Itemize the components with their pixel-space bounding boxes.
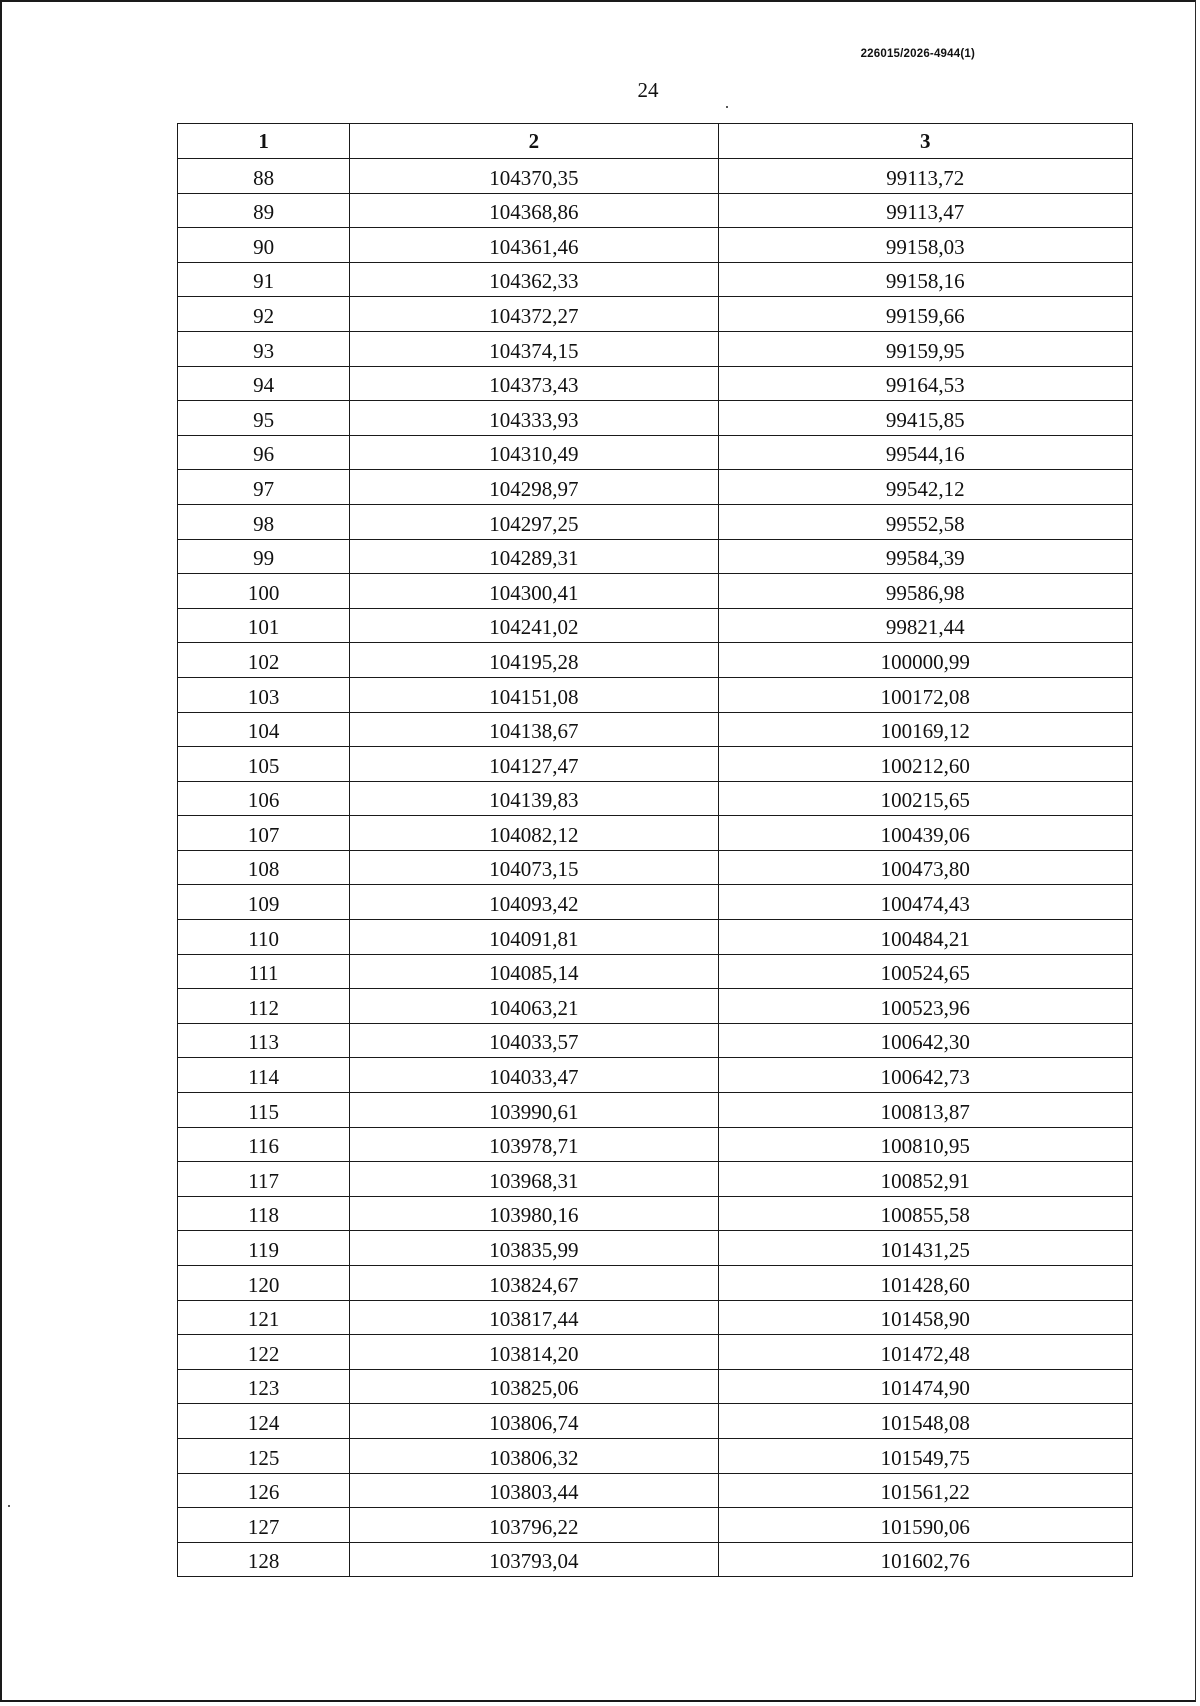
cell-value: 104195,28 <box>489 649 579 674</box>
y-coordinate-cell <box>718 1093 1132 1128</box>
x-coordinate-cell <box>350 1300 718 1335</box>
x-coordinate-cell <box>350 504 718 539</box>
x-coordinate-cell <box>350 850 718 885</box>
y-coordinate-cell <box>718 1542 1132 1577</box>
cell-value: 100439,06 <box>880 822 970 847</box>
cell-value: 104297,25 <box>489 511 579 536</box>
y-coordinate-cell <box>718 989 1132 1024</box>
cell-value: 99158,16 <box>885 269 965 294</box>
y-coordinate-cell <box>718 1369 1132 1404</box>
point-number-cell <box>178 1058 350 1093</box>
y-coordinate-cell <box>718 781 1132 816</box>
cell-value: 126 <box>247 1480 280 1505</box>
x-coordinate-cell <box>350 1542 718 1577</box>
x-coordinate-cell <box>350 989 718 1024</box>
cell-value: 88 <box>253 165 275 190</box>
point-number-cell <box>178 297 350 332</box>
x-coordinate-cell <box>350 781 718 816</box>
cell-value: 104310,49 <box>489 442 579 467</box>
cell-value: 128 <box>247 1549 280 1574</box>
point-number-cell <box>178 1127 350 1162</box>
point-number-cell <box>178 539 350 574</box>
point-number-cell <box>178 677 350 712</box>
x-coordinate-cell <box>350 1266 718 1301</box>
x-coordinate-cell <box>350 1196 718 1231</box>
cell-value: 106 <box>247 788 280 813</box>
point-number-cell <box>178 1093 350 1128</box>
cell-value: 104138,67 <box>489 719 579 744</box>
header-row <box>178 124 1133 159</box>
cell-value: 101 <box>247 615 280 640</box>
cell-value: 101431,25 <box>880 1238 970 1262</box>
table-row <box>178 989 1133 1024</box>
cell-value: 111 <box>248 961 279 986</box>
cell-value: 104091,81 <box>489 926 579 951</box>
point-number-cell <box>178 1508 350 1543</box>
y-coordinate-cell <box>718 1404 1132 1439</box>
cell-value: 99415,85 <box>885 407 965 432</box>
point-number-cell <box>178 643 350 678</box>
y-coordinate-cell <box>718 1162 1132 1197</box>
cell-value: 99159,66 <box>885 303 965 328</box>
x-coordinate-cell <box>350 262 718 297</box>
x-coordinate-cell <box>350 677 718 712</box>
cell-value: 103806,74 <box>489 1410 579 1435</box>
x-coordinate-cell <box>350 1093 718 1128</box>
table-row <box>178 1231 1133 1266</box>
point-number-cell <box>178 1473 350 1508</box>
table-row <box>178 1266 1133 1301</box>
cell-value: 109 <box>247 892 280 917</box>
cell-value: 118 <box>248 1203 279 1228</box>
table-row <box>178 504 1133 539</box>
table-row <box>178 1127 1133 1162</box>
cell-value: 121 <box>247 1307 280 1332</box>
point-number-cell <box>178 1231 350 1266</box>
cell-value: 103968,31 <box>489 1168 579 1193</box>
x-coordinate-cell <box>350 1473 718 1508</box>
table-row <box>178 1023 1133 1058</box>
cell-value: 104093,42 <box>489 892 579 917</box>
x-coordinate-cell <box>350 1127 718 1162</box>
x-coordinate-cell <box>350 1335 718 1370</box>
x-coordinate-cell <box>350 954 718 989</box>
scan-speck <box>726 106 728 108</box>
table-row <box>178 816 1133 851</box>
cell-value: 104241,02 <box>489 615 579 640</box>
x-coordinate-cell <box>350 159 718 194</box>
table-row <box>178 331 1133 366</box>
x-coordinate-cell <box>350 1162 718 1197</box>
table-row <box>178 470 1133 505</box>
point-number-cell <box>178 1404 350 1439</box>
x-coordinate-cell <box>350 1231 718 1266</box>
y-coordinate-cell <box>718 401 1132 436</box>
cell-value: 103793,04 <box>489 1549 579 1574</box>
x-coordinate-cell <box>350 331 718 366</box>
x-coordinate-cell <box>350 435 718 470</box>
cell-value: 100524,65 <box>880 961 970 986</box>
y-coordinate-cell <box>718 1058 1132 1093</box>
table-row <box>178 1093 1133 1128</box>
cell-value: 104127,47 <box>489 753 579 778</box>
y-coordinate-cell <box>718 366 1132 401</box>
table-row <box>178 677 1133 712</box>
point-number-cell <box>178 1023 350 1058</box>
cell-value: 99542,12 <box>885 476 965 501</box>
x-coordinate-cell <box>350 1404 718 1439</box>
cell-value: 99164,53 <box>885 373 965 398</box>
table-row <box>178 1542 1133 1577</box>
cell-value: 104361,46 <box>489 234 579 259</box>
point-number-cell <box>178 262 350 297</box>
y-coordinate-cell <box>718 331 1132 366</box>
point-number-cell <box>178 608 350 643</box>
cell-value: 117 <box>248 1168 279 1193</box>
cell-value: 100172,08 <box>880 684 970 709</box>
cell-value: 99158,03 <box>885 234 965 259</box>
table-row <box>178 1162 1133 1197</box>
point-number-cell <box>178 1542 350 1577</box>
point-number-cell <box>178 920 350 955</box>
cell-value: 100473,80 <box>880 857 970 882</box>
y-coordinate-cell <box>718 193 1132 228</box>
cell-value: 122 <box>247 1341 280 1366</box>
cell-value: 103978,71 <box>489 1134 579 1159</box>
cell-value: 100642,73 <box>880 1065 970 1090</box>
cell-value: 101428,60 <box>880 1272 970 1297</box>
x-coordinate-cell <box>350 401 718 436</box>
point-number-cell <box>178 401 350 436</box>
cell-value: 89 <box>253 200 275 225</box>
y-coordinate-cell <box>718 816 1132 851</box>
x-coordinate-cell <box>350 885 718 920</box>
point-number-cell <box>178 574 350 609</box>
y-coordinate-cell <box>718 435 1132 470</box>
cell-value: 97 <box>253 476 275 501</box>
cell-value: 104368,86 <box>489 200 579 225</box>
cell-value: 104374,15 <box>489 338 579 363</box>
table-row <box>178 574 1133 609</box>
cell-value: 114 <box>248 1065 279 1090</box>
coordinates-table <box>177 123 1133 1577</box>
y-coordinate-cell <box>718 608 1132 643</box>
cell-value: 104372,27 <box>489 303 579 328</box>
point-number-cell <box>178 885 350 920</box>
point-number-cell <box>178 435 350 470</box>
y-coordinate-cell <box>718 1127 1132 1162</box>
y-coordinate-cell <box>718 677 1132 712</box>
cell-value: 107 <box>247 822 280 847</box>
cell-value: 125 <box>247 1445 280 1470</box>
point-number-cell <box>178 470 350 505</box>
cell-value: 99584,39 <box>885 546 965 571</box>
x-coordinate-cell <box>350 712 718 747</box>
cell-value: 103817,44 <box>489 1307 579 1332</box>
y-coordinate-cell <box>718 1335 1132 1370</box>
cell-value: 100855,58 <box>880 1203 970 1228</box>
cell-value: 104033,47 <box>489 1065 579 1090</box>
cell-value: 99586,98 <box>885 580 965 605</box>
table-row <box>178 954 1133 989</box>
x-coordinate-cell <box>350 816 718 851</box>
point-number-cell <box>178 1369 350 1404</box>
y-coordinate-cell <box>718 1473 1132 1508</box>
column-header: 1 <box>178 124 350 159</box>
x-coordinate-cell <box>350 1508 718 1543</box>
x-coordinate-cell <box>350 470 718 505</box>
cell-value: 103814,20 <box>489 1341 579 1366</box>
cell-value: 101458,90 <box>880 1307 970 1332</box>
cell-value: 100 <box>247 580 280 605</box>
cell-value: 103803,44 <box>489 1480 579 1505</box>
cell-value: 100813,87 <box>880 1099 970 1124</box>
cell-value: 100000,99 <box>880 649 970 674</box>
cell-value: 103980,16 <box>489 1203 579 1228</box>
cell-value: 100215,65 <box>880 788 970 813</box>
x-coordinate-cell <box>350 1438 718 1473</box>
table-row <box>178 1508 1133 1543</box>
x-coordinate-cell <box>350 1058 718 1093</box>
point-number-cell <box>178 816 350 851</box>
x-coordinate-cell <box>350 608 718 643</box>
x-coordinate-cell <box>350 366 718 401</box>
y-coordinate-cell <box>718 574 1132 609</box>
point-number-cell <box>178 331 350 366</box>
cell-value: 93 <box>253 338 275 363</box>
column-header: 3 <box>718 124 1132 159</box>
y-coordinate-cell <box>718 1231 1132 1266</box>
cell-value: 100169,12 <box>880 719 970 744</box>
point-number-cell <box>178 954 350 989</box>
cell-value: 100852,91 <box>880 1168 970 1193</box>
point-number-cell <box>178 193 350 228</box>
y-coordinate-cell <box>718 539 1132 574</box>
table-body <box>178 159 1133 1577</box>
cell-value: 101602,76 <box>880 1549 970 1574</box>
cell-value: 104362,33 <box>489 269 579 294</box>
y-coordinate-cell <box>718 159 1132 194</box>
cell-value: 104289,31 <box>489 546 579 571</box>
x-coordinate-cell <box>350 228 718 263</box>
cell-value: 101548,08 <box>880 1410 970 1435</box>
table-row <box>178 920 1133 955</box>
point-number-cell <box>178 712 350 747</box>
cell-value: 104151,08 <box>489 684 579 709</box>
y-coordinate-cell <box>718 228 1132 263</box>
x-coordinate-cell <box>350 643 718 678</box>
y-coordinate-cell <box>718 920 1132 955</box>
cell-value: 124 <box>247 1410 280 1435</box>
cell-value: 102 <box>247 649 280 674</box>
cell-value: 99113,47 <box>886 200 965 225</box>
x-coordinate-cell <box>350 747 718 782</box>
table-row <box>178 1058 1133 1093</box>
cell-value: 116 <box>248 1134 279 1159</box>
cell-value: 100474,43 <box>880 892 970 917</box>
point-number-cell <box>178 228 350 263</box>
cell-value: 104370,35 <box>489 165 579 190</box>
cell-value: 103806,32 <box>489 1445 579 1470</box>
cell-value: 113 <box>248 1030 279 1055</box>
x-coordinate-cell <box>350 539 718 574</box>
cell-value: 110 <box>248 926 279 951</box>
scan-speck <box>8 1505 10 1507</box>
column-header: 2 <box>350 124 718 159</box>
y-coordinate-cell <box>718 885 1132 920</box>
cell-value: 103796,22 <box>489 1514 579 1539</box>
cell-value: 104373,43 <box>489 373 579 398</box>
table-row <box>178 747 1133 782</box>
point-number-cell <box>178 989 350 1024</box>
table-header <box>178 124 1133 159</box>
table-row <box>178 885 1133 920</box>
cell-value: 100484,21 <box>880 926 970 951</box>
y-coordinate-cell <box>718 712 1132 747</box>
y-coordinate-cell <box>718 1508 1132 1543</box>
cell-value: 104063,21 <box>489 995 579 1020</box>
y-coordinate-cell <box>718 643 1132 678</box>
cell-value: 127 <box>247 1514 280 1539</box>
y-coordinate-cell <box>718 850 1132 885</box>
point-number-cell <box>178 1438 350 1473</box>
cell-value: 104300,41 <box>489 580 579 605</box>
cell-value: 104298,97 <box>489 476 579 501</box>
y-coordinate-cell <box>718 747 1132 782</box>
point-number-cell <box>178 781 350 816</box>
cell-value: 90 <box>253 234 275 259</box>
cell-value: 101549,75 <box>880 1445 970 1470</box>
table-row <box>178 539 1133 574</box>
y-coordinate-cell <box>718 1438 1132 1473</box>
cell-value: 98 <box>253 511 275 536</box>
point-number-cell <box>178 159 350 194</box>
table-row <box>178 1438 1133 1473</box>
cell-value: 103824,67 <box>489 1272 579 1297</box>
page-number: 24 <box>637 78 659 102</box>
cell-value: 99821,44 <box>885 615 965 640</box>
cell-value: 103825,06 <box>489 1376 579 1401</box>
table-row <box>178 608 1133 643</box>
cell-value: 100642,30 <box>880 1030 970 1055</box>
cell-value: 101561,22 <box>880 1480 970 1505</box>
y-coordinate-cell <box>718 1300 1132 1335</box>
x-coordinate-cell <box>350 297 718 332</box>
table-row <box>178 1300 1133 1335</box>
document-id: 226015/2026-4944(1) <box>860 48 975 60</box>
y-coordinate-cell <box>718 1023 1132 1058</box>
table-row <box>178 1196 1133 1231</box>
table-row <box>178 643 1133 678</box>
y-coordinate-cell <box>718 470 1132 505</box>
point-number-cell <box>178 1300 350 1335</box>
point-number-cell <box>178 1196 350 1231</box>
cell-value: 100523,96 <box>880 995 970 1020</box>
y-coordinate-cell <box>718 504 1132 539</box>
y-coordinate-cell <box>718 1196 1132 1231</box>
table-row <box>178 712 1133 747</box>
point-number-cell <box>178 1335 350 1370</box>
cell-value: 104333,93 <box>489 407 579 432</box>
y-coordinate-cell <box>718 262 1132 297</box>
cell-value: 104139,83 <box>489 788 579 813</box>
point-number-cell <box>178 366 350 401</box>
table-row <box>178 1335 1133 1370</box>
cell-value: 108 <box>247 857 280 882</box>
cell-value: 104 <box>247 719 280 744</box>
cell-value: 99 <box>253 546 275 571</box>
cell-value: 99159,95 <box>885 338 965 363</box>
cell-value: 123 <box>247 1376 280 1401</box>
cell-value: 92 <box>253 303 275 328</box>
x-coordinate-cell <box>350 920 718 955</box>
x-coordinate-cell <box>350 1023 718 1058</box>
cell-value: 94 <box>253 373 275 398</box>
table-row <box>178 1473 1133 1508</box>
table-row <box>178 228 1133 263</box>
table-row <box>178 401 1133 436</box>
cell-value: 100810,95 <box>880 1134 970 1159</box>
x-coordinate-cell <box>350 574 718 609</box>
table-row <box>178 850 1133 885</box>
cell-value: 99113,72 <box>886 165 965 190</box>
cell-value: 103835,99 <box>489 1238 579 1262</box>
cell-value: 99552,58 <box>885 511 965 536</box>
table-row <box>178 781 1133 816</box>
table-row <box>178 435 1133 470</box>
cell-value: 104033,57 <box>489 1030 579 1055</box>
point-number-cell <box>178 850 350 885</box>
cell-value: 103 <box>247 684 280 709</box>
cell-value: 119 <box>248 1238 279 1262</box>
cell-value: 104082,12 <box>489 822 579 847</box>
cell-value: 112 <box>248 995 279 1020</box>
table-row <box>178 297 1133 332</box>
table-row <box>178 159 1133 194</box>
cell-value: 95 <box>253 407 275 432</box>
x-coordinate-cell <box>350 193 718 228</box>
cell-value: 105 <box>247 753 280 778</box>
cell-value: 104085,14 <box>489 961 579 986</box>
table-row <box>178 366 1133 401</box>
cell-value: 115 <box>248 1099 279 1124</box>
point-number-cell <box>178 747 350 782</box>
y-coordinate-cell <box>718 297 1132 332</box>
cell-value: 91 <box>253 269 275 294</box>
table-row <box>178 262 1133 297</box>
point-number-cell <box>178 1266 350 1301</box>
cell-value: 101472,48 <box>880 1341 970 1366</box>
y-coordinate-cell <box>718 1266 1132 1301</box>
cell-value: 104073,15 <box>489 857 579 882</box>
cell-value: 100212,60 <box>880 753 970 778</box>
table-row <box>178 193 1133 228</box>
cell-value: 99544,16 <box>885 442 965 467</box>
y-coordinate-cell <box>718 954 1132 989</box>
cell-value: 101474,90 <box>880 1376 970 1401</box>
point-number-cell <box>178 1162 350 1197</box>
point-number-cell <box>178 504 350 539</box>
cell-value: 96 <box>253 442 275 467</box>
table-row <box>178 1369 1133 1404</box>
x-coordinate-cell <box>350 1369 718 1404</box>
cell-value: 103990,61 <box>489 1099 579 1124</box>
cell-value: 101590,06 <box>880 1514 970 1539</box>
cell-value: 120 <box>247 1272 280 1297</box>
table-row <box>178 1404 1133 1439</box>
